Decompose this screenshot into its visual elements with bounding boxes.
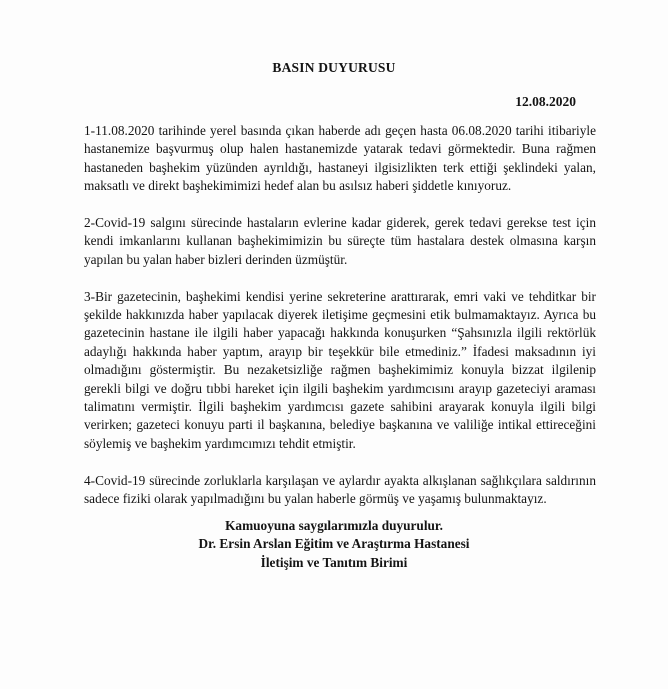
closing-line-announcement: Kamuoyuna saygılarımızla duyurulur. [225, 518, 443, 533]
document-body [84, 122, 596, 527]
paragraph-2: 2-Covid-19 salgını sürecinde hastaların evlerine kadar giderek, gerek tedavi gerekse test için kendi imkanlarını kullanan başhekimimizin bu süreçte tüm hastalara destek olmasına karşın yapılan bu yalan haber bizleri derinden üzmüştür. [84, 215, 596, 267]
document-title: BASIN DUYURUSU [272, 60, 396, 75]
paragraph-1: 1-11.08.2020 tarihinde yerel basında çıkan haberde adı geçen hasta 06.08.2020 tarihi itibariyle hastanemize başvurmuş olup halen hastanemizde yatarak tedavi görmektedir. Buna rağmen hastaneden başhekim yüzünden ayrıldığı, hastaneyi ilgisizlikten terk ettiği şeklindeki yalan, maksatlı ve direkt başhekimimizi hedef alan bu asılsız haberi şiddetle kınıyoruz. [84, 123, 596, 194]
closing-line-hospital: Dr. Ersin Arslan Eğitim ve Araştırma Hastanesi [198, 536, 470, 552]
paragraph-3: 3-Bir gazetecinin, başhekimi kendisi yerine sekreterine arattırarak, emri vaki ve tehditkar bir şekilde hakkınızda haber yapılacak diyerek iletişime geçmesini etik bulmamaktayız. Ayrıca bu gazetecinin hastane ile ilgili haber yapacağı hakkında konuşurken “Şahsınızla ilgili rektörlük adaylığı hakkında haber yaptım, arayıp bir teşekkür bile etmediniz.” İfadesi maksadının iyi olmadığını göstermiştir. Bu nezaketsizliğe rağmen başhekimimiz konuyla bizzat ilgilenip gerekli bilgi ve doğru tıbbi hareket için ilgili başhekim yardımcısını arayıp gazeteciyi araması talimatını vermiştir. İlgili başhekim yardımcısı gazete sahibini arayarak konuyla ilgili bilgi verirken; gazeteci konuyu parti il başkanına, belediye başkanına ve valiliğe intikal ettireceğini söylemiş ve başhekim yardımcımızı tehdit etmiştir. [84, 288, 596, 451]
closing-signature [0, 517, 668, 572]
paragraph-4: 4-Covid-19 sürecinde zorluklarla karşılaşan ve aylardır ayakta alkışlanan sağlıkçılara saldırının sadece fiziki olarak yapılmadığını bu yalan haberle görmüş ve yaşamış bulunmaktayız. [84, 472, 596, 507]
closing-line-unit: İletişim ve Tanıtım Birimi [260, 554, 408, 570]
document-date: 12.08.2020 [515, 94, 576, 109]
